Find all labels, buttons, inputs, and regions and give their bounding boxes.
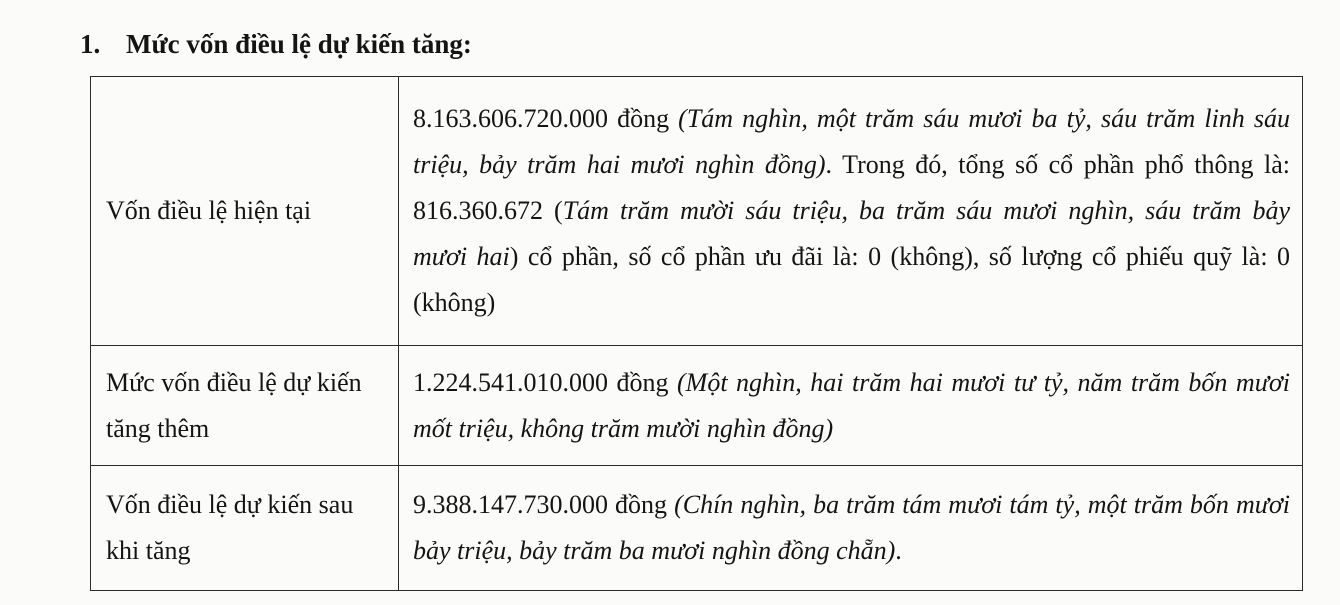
current-capital-value	[399, 77, 1303, 346]
value-segment-italic: (Tám nghìn, một trăm sáu mươi ba tỷ, sáu trăm linh sáu triệu, bảy trăm hai mươi nghìn đồng)	[413, 104, 1290, 179]
value-segment: 9.388.147.730.000 đồng	[413, 490, 675, 519]
table-row-capital-after	[91, 466, 1303, 591]
value-segment: 1.224.541.010.000 đồng	[413, 367, 677, 397]
current-capital-label: Vốn điều lệ hiện tại	[91, 77, 399, 346]
value-segment: 8.163.606.720.000 đồng	[413, 104, 679, 133]
value-segment: . Trong đó, tổng số cổ phần phổ thông là: 816.360.672 (	[413, 150, 1290, 225]
capital-increase-label: Mức vốn điều lệ dự kiến tăng thêm	[91, 346, 399, 466]
table-row-current-capital	[91, 77, 1303, 346]
value-segment-italic: (Chín nghìn, ba trăm tám mươi tám tỷ, một trăm bốn mươi bảy triệu, bảy trăm ba mươi nghìn đồng chẵn)	[413, 490, 1291, 565]
value-segment: ) cổ phần, số cổ phần ưu đãi là: 0 (không), số lượng cổ phiếu quỹ là: 0 (không)	[413, 242, 1290, 317]
charter-capital-table	[90, 76, 1303, 591]
section-number: 1.	[80, 29, 101, 59]
capital-after-label: Vốn điều lệ dự kiến sau khi tăng	[91, 466, 399, 591]
table-row-capital-increase	[91, 346, 1303, 466]
section-heading	[80, 24, 472, 64]
section-title: Mức vốn điều lệ dự kiến tăng:	[126, 29, 472, 59]
capital-increase-value	[399, 346, 1303, 466]
capital-after-value	[399, 466, 1303, 591]
value-segment-italic: (Một nghìn, hai trăm hai mươi tư tỷ, năm trăm bốn mươi mốt triệu, không trăm mười nghìn đồng)	[413, 367, 1290, 443]
value-segment: .	[895, 536, 902, 565]
value-segment-italic: Tám trăm mười sáu triệu, ba trăm sáu mươi nghìn, sáu trăm bảy mươi hai	[413, 196, 1290, 271]
